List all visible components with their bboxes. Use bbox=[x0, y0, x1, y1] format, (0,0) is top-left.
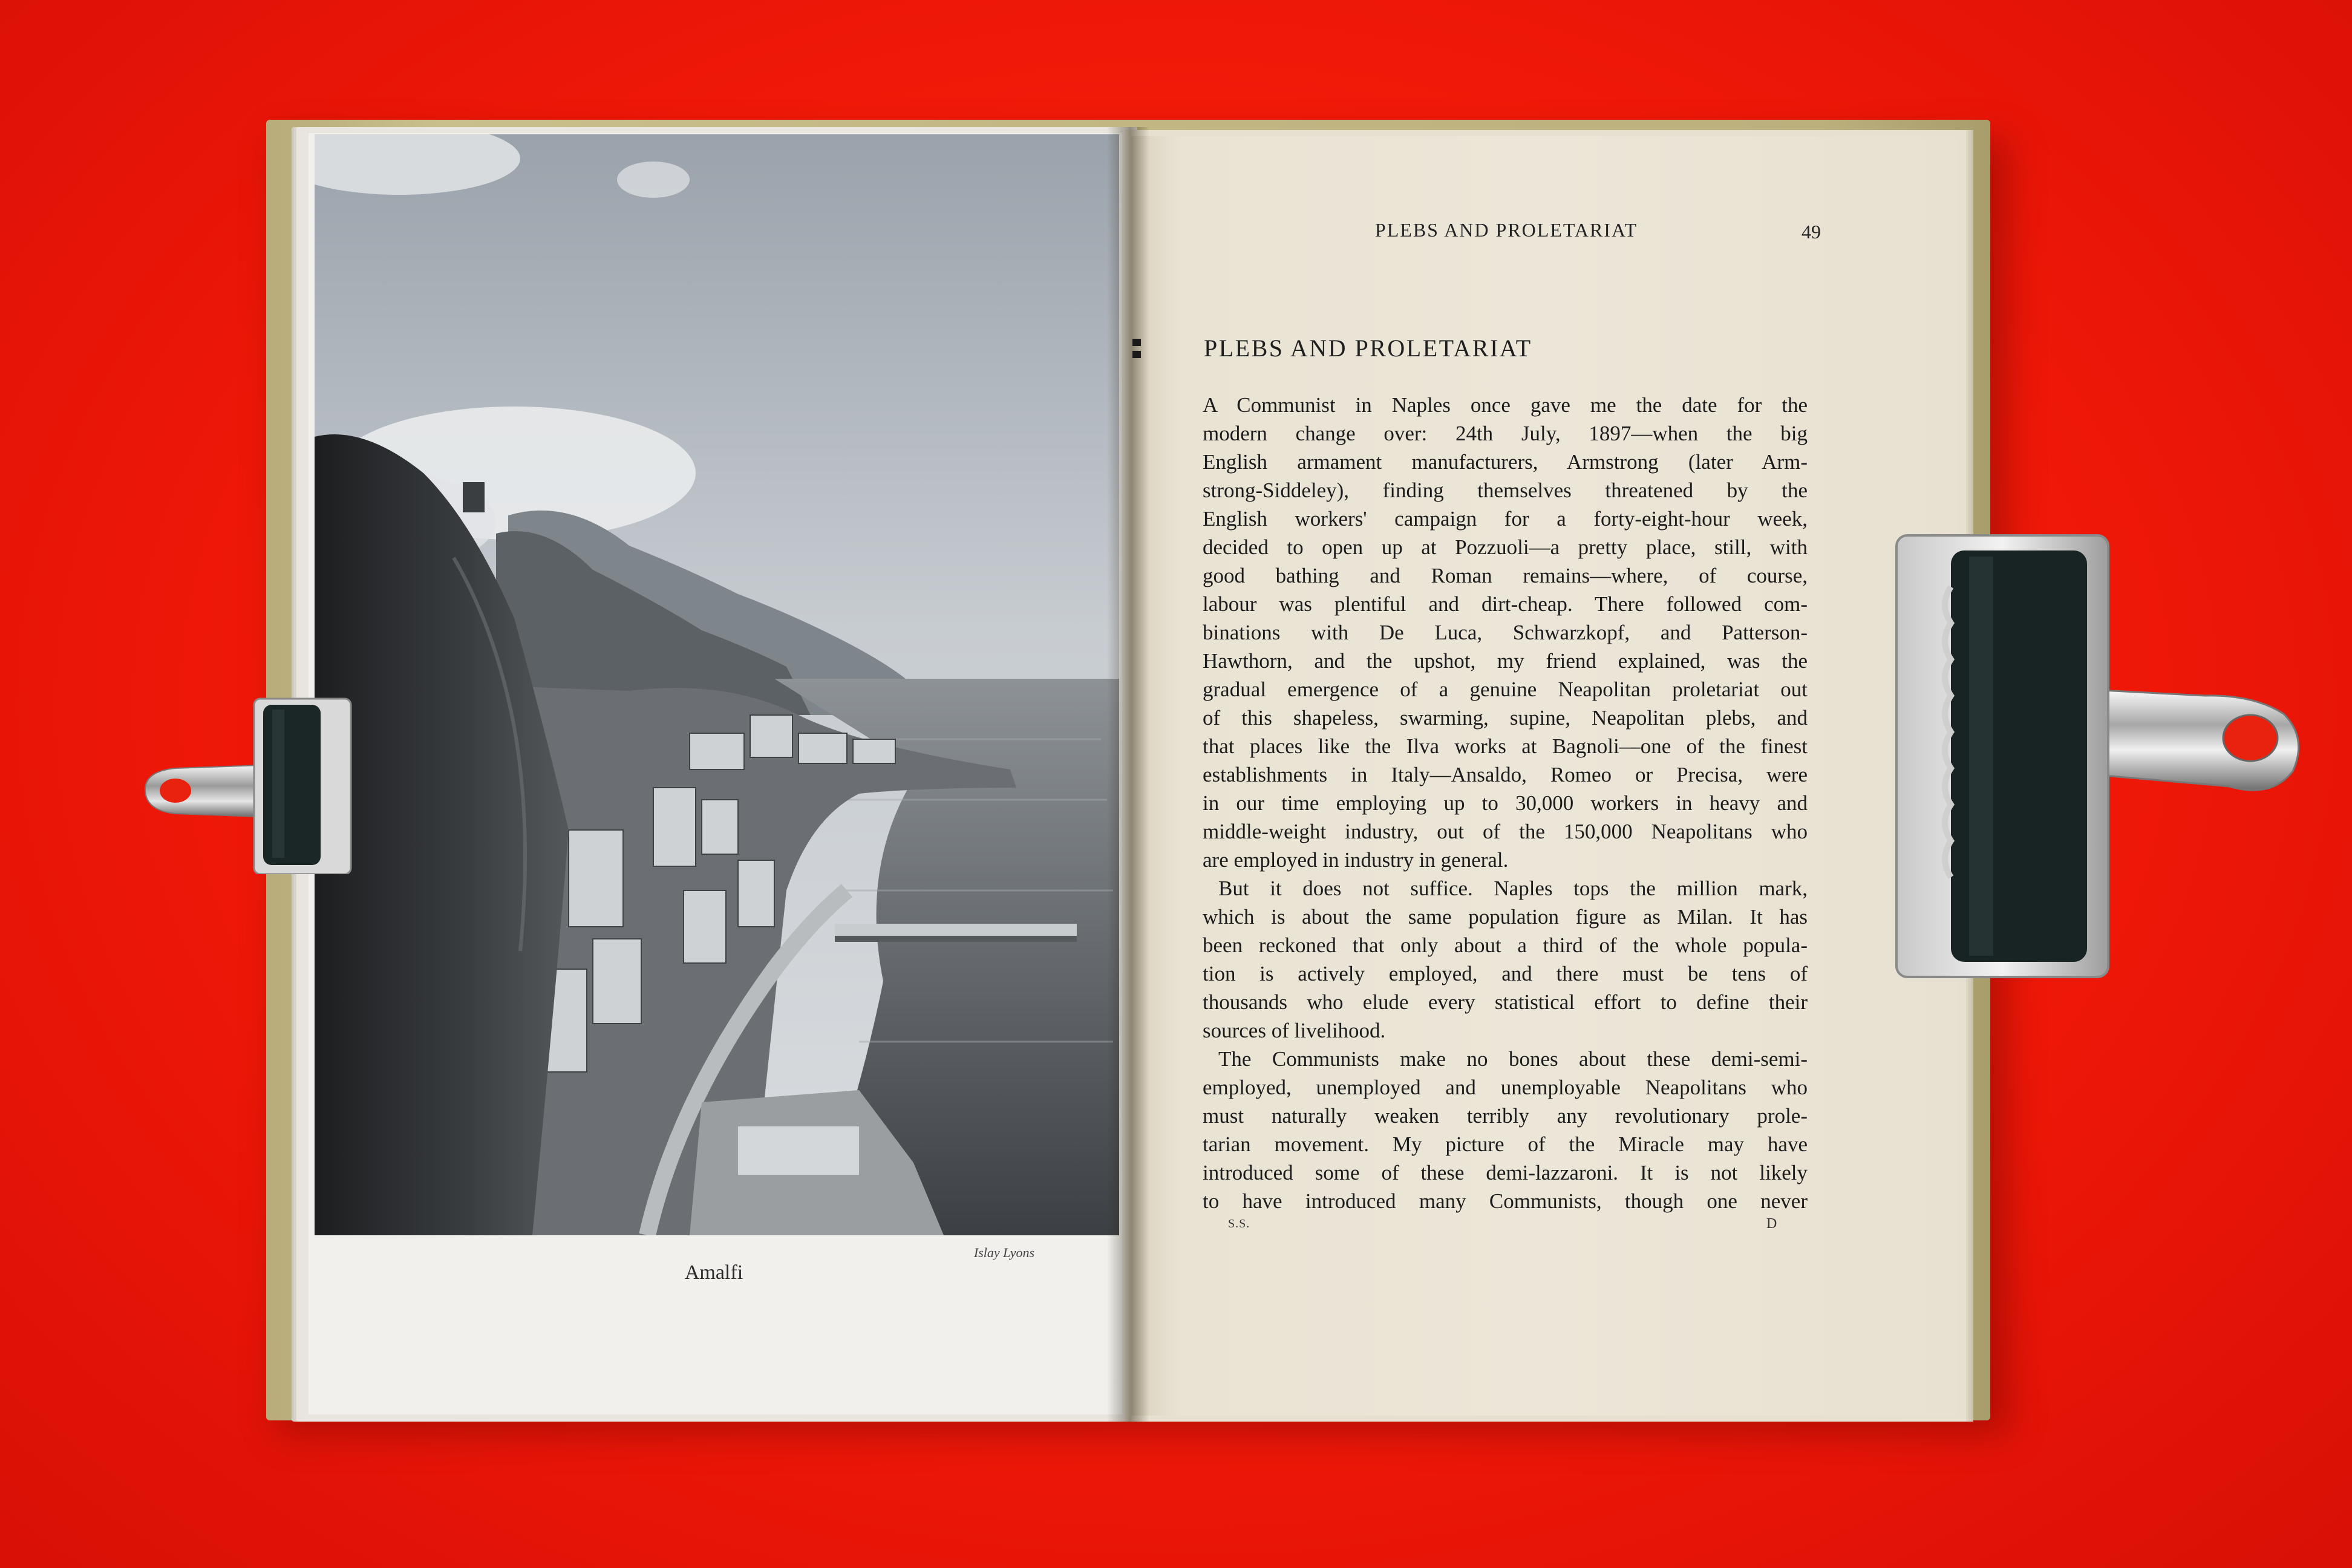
chapter-title: PLEBS AND PROLETARIAT bbox=[1204, 335, 1532, 362]
text-line: A Communist in Naples once gave me the date for the bbox=[1203, 393, 1808, 417]
amalfi-photo bbox=[315, 134, 1119, 1235]
left-binder-clip bbox=[139, 693, 357, 874]
text-line: thousands who elude every statistical effort to define their bbox=[1203, 990, 1808, 1014]
text-line: to have introduced many Communists, though one never bbox=[1203, 1189, 1808, 1213]
text-line: which is about the same population figure as Milan. It has bbox=[1203, 905, 1808, 929]
text-line: gradual emergence of a genuine Neapolitan proletariat out bbox=[1203, 678, 1808, 701]
text-line: of this shapeless, swarming, supine, Neapolitan plebs, and bbox=[1203, 706, 1808, 730]
text-line: that places like the Ilva works at Bagnoli—one of the finest bbox=[1203, 734, 1808, 758]
text-line: employed, unemployed and unemployable Neapolitans who bbox=[1203, 1076, 1808, 1099]
text-line: labour was plentiful and dirt-cheap. There followed com- bbox=[1203, 592, 1808, 616]
text-line: binations with De Luca, Schwarzkopf, and Patterson- bbox=[1203, 621, 1808, 644]
gathering-letter: D bbox=[1766, 1216, 1777, 1232]
text-line: in our time employing up to 30,000 workers in heavy and bbox=[1203, 791, 1808, 815]
text-line: are employed in industry in general. bbox=[1203, 848, 1509, 872]
text-line: tarian movement. My picture of the Miracle may have bbox=[1203, 1132, 1808, 1156]
book-gutter bbox=[1107, 127, 1149, 1422]
text-line: decided to open up at Pozzuoli—a pretty place, still, with bbox=[1203, 535, 1808, 559]
text-line: strong-Siddeley), finding themselves threatened by the bbox=[1203, 479, 1808, 502]
right-binder-clip bbox=[1890, 532, 2308, 980]
text-line: sources of livelihood. bbox=[1203, 1019, 1386, 1042]
text-line: But it does not suffice. Naples tops the million mark, bbox=[1218, 877, 1808, 900]
text-line: modern change over: 24th July, 1897—when the big bbox=[1203, 422, 1808, 445]
text-line: good bathing and Roman remains—where, of course, bbox=[1203, 564, 1808, 587]
photo-caption: Amalfi bbox=[684, 1261, 743, 1284]
text-line: introduced some of these demi-lazzaroni. It is not likely bbox=[1203, 1161, 1808, 1184]
page-number: 49 bbox=[1802, 221, 1821, 243]
body-text bbox=[1203, 391, 1808, 1215]
text-line: tion is actively employed, and there must be tens of bbox=[1203, 962, 1808, 985]
photo-credit: Islay Lyons bbox=[973, 1245, 1035, 1260]
text-line: English workers' campaign for a forty-eight-hour week, bbox=[1203, 507, 1808, 531]
text-line: English armament manufacturers, Armstrong (later Arm- bbox=[1203, 450, 1808, 474]
running-head: PLEBS AND PROLETARIAT bbox=[1374, 219, 1638, 241]
text-line: been reckoned that only about a third of the whole popula- bbox=[1203, 933, 1808, 957]
collation-marks bbox=[1132, 339, 1141, 363]
signature-mark: S.S. bbox=[1228, 1217, 1250, 1230]
text-line: Hawthorn, and the upshot, my friend explained, was the bbox=[1203, 649, 1808, 673]
text-line: must naturally weaken terribly any revolutionary prole- bbox=[1203, 1104, 1808, 1128]
text-line: The Communists make no bones about these demi-semi- bbox=[1218, 1047, 1808, 1071]
text-line: establishments in Italy—Ansaldo, Romeo or Precisa, were bbox=[1203, 763, 1808, 786]
text-line: middle-weight industry, out of the 150,000 Neapolitans who bbox=[1203, 820, 1808, 843]
